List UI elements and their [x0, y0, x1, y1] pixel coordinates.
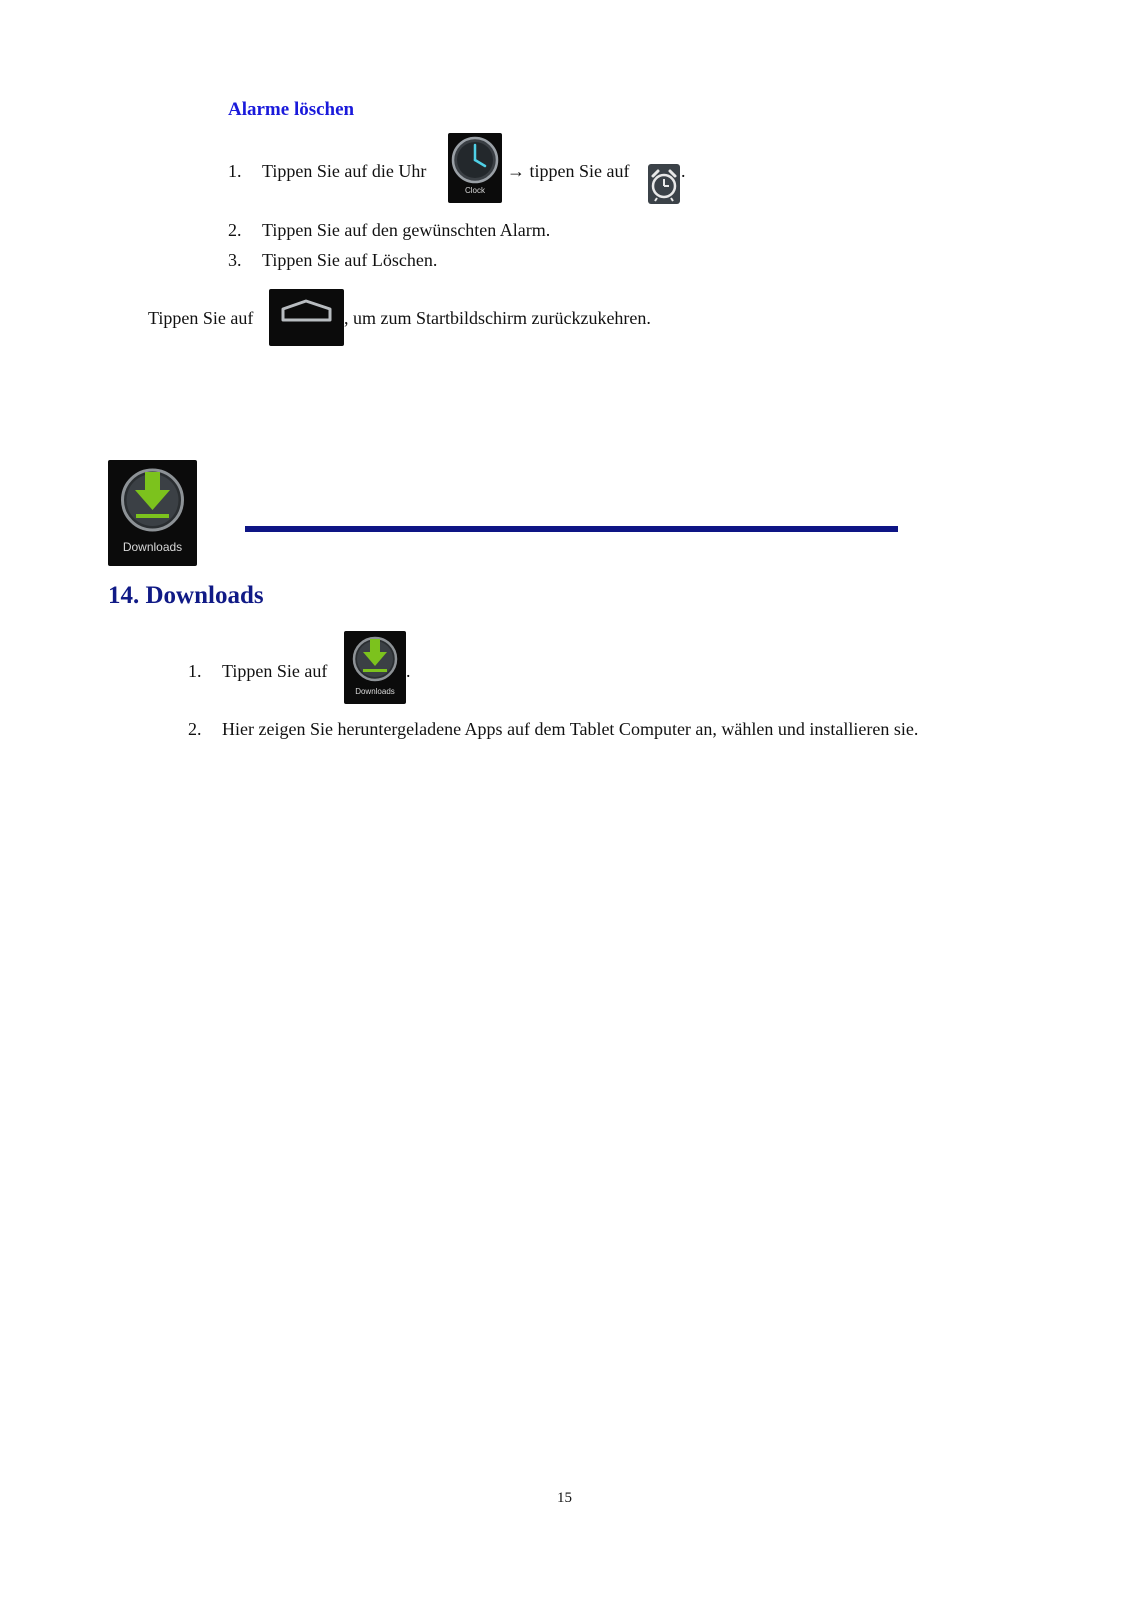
step-text: Tippen Sie auf die Uhr: [262, 161, 427, 181]
downloads-icon-caption: Downloads: [122, 540, 183, 554]
step-number: 3.: [228, 250, 242, 270]
page-number: 15: [557, 1490, 572, 1506]
alarm-step-1-continuation: → tippen Sie auf: [507, 161, 630, 181]
alarm-step-3: [228, 249, 437, 271]
step-text: Tippen Sie auf: [222, 661, 328, 681]
step-number: 1.: [228, 161, 242, 181]
home-note-text: Tippen Sie auf: [148, 308, 254, 328]
alarm-step-2: [228, 219, 550, 241]
clock-icon-caption: Clock: [464, 186, 485, 195]
step-text: Tippen Sie auf den gewünschten Alarm.: [262, 220, 551, 240]
home-note-continuation: , um zum Startbildschirm zurückzukehren.: [344, 308, 651, 328]
step-number: 1.: [188, 661, 202, 681]
step-number: 2.: [228, 220, 242, 240]
downloads-step-2: [188, 718, 918, 740]
sentence-end: .: [406, 661, 411, 681]
step-number: 2.: [188, 719, 202, 739]
home-button-icon: [269, 289, 344, 346]
downloads-step-1: [188, 660, 327, 682]
alarm-clock-icon: [648, 164, 680, 204]
section-divider: [245, 526, 898, 532]
downloads-icon-caption: Downloads: [355, 687, 395, 696]
section-heading: 14. Downloads: [108, 582, 264, 609]
clock-icon: [448, 133, 502, 203]
step-text: Hier zeigen Sie heruntergeladene Apps auf dem Tablet Computer an, wählen und installieren sie.: [222, 719, 919, 739]
sentence-end: .: [681, 161, 686, 181]
step-text: Tippen Sie auf Löschen.: [262, 250, 438, 270]
alarm-step-1: [228, 160, 426, 182]
downloads-icon: [108, 460, 197, 566]
section-subheading: Alarme löschen: [228, 99, 355, 120]
downloads-icon: [344, 631, 406, 704]
